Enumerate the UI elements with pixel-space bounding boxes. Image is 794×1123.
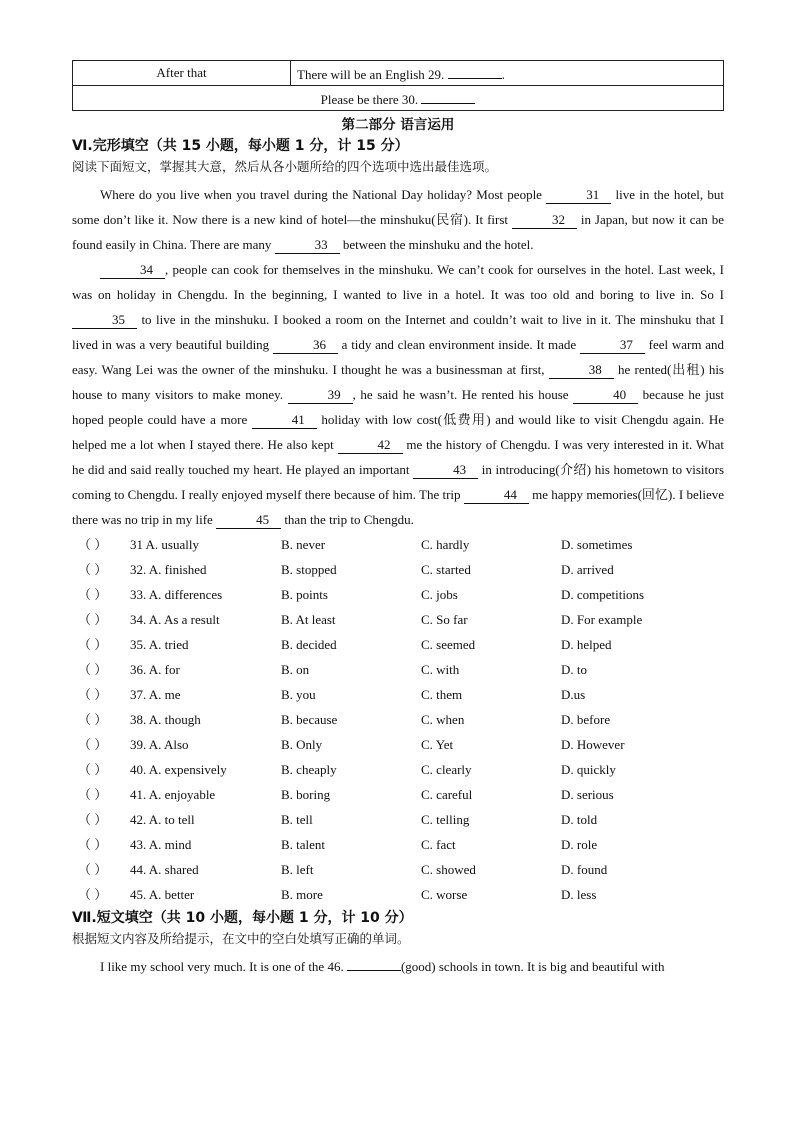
answer-blank-29[interactable]	[448, 64, 502, 79]
option-b[interactable]: B. decided	[281, 637, 337, 652]
option-b[interactable]: B. never	[281, 537, 326, 552]
option-a[interactable]: 43. A. mind	[130, 837, 192, 852]
option-d[interactable]: D. before	[561, 712, 611, 727]
option-b[interactable]: B. you	[281, 687, 316, 702]
option-a[interactable]: 31 A. usually	[130, 537, 199, 552]
passage-text: between the minshuku and the hotel.	[339, 237, 534, 252]
option-d[interactable]: D. However	[561, 737, 625, 752]
cloze-blank-38[interactable]: 38	[549, 362, 614, 379]
question-row	[72, 757, 724, 782]
passage-text: a tidy and clean environment inside. It made	[337, 337, 580, 352]
fill-text-before: I like my school very much. It is one of the 46.	[100, 959, 347, 974]
cloze-heading: Ⅵ.完形填空（共 15 小题，每小题 1 分，计 15 分）	[72, 138, 409, 154]
option-c[interactable]: C. when	[421, 712, 465, 727]
cell-text: Please be there 30.	[320, 91, 419, 107]
question-row	[72, 807, 724, 832]
option-b[interactable]: B. At least	[281, 612, 336, 627]
passage-text: , he said he wasn’t. He rented his house	[352, 387, 574, 402]
answer-bracket[interactable]: （ ）	[78, 712, 108, 727]
passage-text: to live in the minshuku. I booked a room on the Internet and couldn’t wait to live in it. The minshuku that I lived in was a very beautiful building	[72, 312, 724, 352]
answer-bracket[interactable]: （ ）	[78, 612, 108, 627]
option-a[interactable]: 45. A. better	[130, 887, 195, 902]
option-b[interactable]: B. Only	[281, 737, 323, 752]
passage-text: live in the hotel, but some don’t like it. Now there is a new kind of hotel—the minshuku(民宿). It first	[72, 187, 724, 227]
answer-blank-30[interactable]	[421, 89, 475, 104]
option-a[interactable]: 35. A. tried	[130, 637, 189, 652]
cloze-blank-43[interactable]: 43	[413, 462, 478, 479]
passage-text: than the trip to Chengdu.	[281, 512, 414, 527]
option-a[interactable]: 34. A. As a result	[130, 612, 220, 627]
cloze-blank-41[interactable]: 41	[252, 412, 317, 429]
question-row	[72, 657, 724, 682]
passage-text: in Japan, but now it can be found easily in China. There are many	[72, 212, 724, 252]
option-c[interactable]: C. So far	[421, 612, 468, 627]
option-d[interactable]: D. less	[561, 887, 597, 902]
passage-paragraph-1	[72, 182, 724, 257]
option-a[interactable]: 44. A. shared	[130, 862, 199, 877]
option-c[interactable]: C. them	[421, 687, 463, 702]
cloze-passage	[72, 182, 724, 532]
fill-heading: Ⅶ.短文填空（共 10 小题，每小题 1 分，计 10 分）	[72, 910, 413, 926]
fill-instruction: 根据短文内容及所给提示，在文中的空白处填写正确的单词。	[72, 931, 410, 946]
answer-bracket[interactable]: （ ）	[78, 762, 108, 777]
table-cell-full	[73, 86, 724, 111]
question-row	[72, 532, 724, 557]
answer-bracket[interactable]: （ ）	[78, 662, 108, 677]
option-d[interactable]: D. role	[561, 837, 598, 852]
passage-text: in introducing(介绍) his hometown to visitors coming to Chengdu. I really enjoyed myself there because of him. The trip	[72, 462, 725, 502]
passage-text: me the history of Chengdu. I was very interested in it. What he did and said really touched my heart. He played an important	[72, 437, 725, 477]
option-d[interactable]: D. competitions	[561, 587, 645, 602]
option-a[interactable]: 37. A. me	[130, 687, 181, 702]
option-d[interactable]: D. to	[561, 662, 587, 677]
question-row	[72, 682, 724, 707]
answer-bracket[interactable]: （ ）	[78, 737, 108, 752]
cloze-blank-34[interactable]: 34	[100, 262, 165, 279]
cloze-blank-39[interactable]: 39	[288, 387, 353, 404]
passage-text: because he just hoped people could have a more	[72, 387, 724, 427]
option-d[interactable]: D. serious	[561, 787, 614, 802]
question-row	[72, 882, 724, 907]
cloze-blank-31[interactable]: 31	[546, 187, 611, 204]
answer-bracket[interactable]: （ ）	[78, 812, 108, 827]
option-b[interactable]: B. points	[281, 587, 328, 602]
option-d[interactable]: D. told	[561, 812, 598, 827]
option-a[interactable]: 32. A. finished	[130, 562, 207, 577]
option-c[interactable]: C. Yet	[421, 737, 454, 752]
option-b[interactable]: B. tell	[281, 812, 313, 827]
option-c[interactable]: C. hardly	[421, 537, 470, 552]
option-b[interactable]: B. on	[281, 662, 310, 677]
option-d[interactable]: D. sometimes	[561, 537, 633, 552]
option-b[interactable]: B. cheaply	[281, 762, 337, 777]
table-cell-content	[291, 61, 724, 86]
option-b[interactable]: B. boring	[281, 787, 331, 802]
cloze-blank-37[interactable]: 37	[580, 337, 645, 354]
cloze-blank-36[interactable]: 36	[273, 337, 338, 354]
question-row	[72, 732, 724, 757]
option-c[interactable]: C. clearly	[421, 762, 472, 777]
table-row	[73, 86, 724, 111]
option-b[interactable]: B. stopped	[281, 562, 337, 577]
table-row	[73, 61, 724, 86]
question-row	[72, 632, 724, 657]
answer-bracket[interactable]: （ ）	[78, 687, 108, 702]
option-b[interactable]: B. left	[281, 862, 314, 877]
cell-text-suffix: .	[501, 66, 505, 82]
option-c[interactable]: C. seemed	[421, 637, 476, 652]
option-c[interactable]: C. worse	[421, 887, 468, 902]
cloze-blank-40[interactable]: 40	[573, 387, 638, 404]
answer-bracket[interactable]: （ ）	[78, 562, 108, 577]
passage-paragraph-2	[72, 257, 724, 532]
option-c[interactable]: C. fact	[421, 837, 456, 852]
option-a[interactable]: 36. A. for	[130, 662, 180, 677]
option-c[interactable]: C. careful	[421, 787, 473, 802]
option-b[interactable]: B. more	[281, 887, 323, 902]
answer-bracket[interactable]: （ ）	[78, 787, 108, 802]
option-a[interactable]: 41. A. enjoyable	[130, 787, 216, 802]
answer-bracket[interactable]: （ ）	[78, 637, 108, 652]
question-row	[72, 557, 724, 582]
cloze-blank-33[interactable]: 33	[275, 237, 340, 254]
passage-text: me happy memories(回忆). I believe there was no trip in my life	[72, 487, 724, 527]
option-a[interactable]: 33. A. differences	[130, 587, 223, 602]
option-b[interactable]: B. because	[281, 712, 338, 727]
option-c[interactable]: C. jobs	[421, 587, 458, 602]
passage-text: Where do you live when you travel during the National Day holiday? Most people	[100, 187, 547, 202]
answer-bracket[interactable]: （ ）	[78, 862, 108, 877]
option-d[interactable]: D. For example	[561, 612, 643, 627]
option-a[interactable]: 42. A. to tell	[130, 812, 195, 827]
passage-text: feel warm and easy. Wang Lei was the owner of the minshuku. I thought he was a businessman at first,	[72, 337, 724, 377]
passage-text: , people can cook for themselves in the minshuku. We can’t cook for ourselves in the hotel. Last week, I was on holiday in Chengdu. In the beginning, I wanted to live in a hotel. It was too old and boring to live in. So I	[72, 262, 724, 302]
cloze-blank-45[interactable]: 45	[216, 512, 281, 529]
option-c[interactable]: C. started	[421, 562, 471, 577]
cloze-blank-35[interactable]: 35	[72, 312, 137, 329]
option-c[interactable]: C. showed	[421, 862, 476, 877]
cloze-blank-44[interactable]: 44	[464, 487, 529, 504]
cloze-instruction: 阅读下面短文，掌握其大意，然后从各小题所给的四个选项中选出最佳选项。	[72, 159, 498, 174]
question-row	[72, 782, 724, 807]
option-a[interactable]: 38. A. though	[130, 712, 201, 727]
answer-bracket[interactable]: （ ）	[78, 537, 108, 552]
option-d[interactable]: D. found	[561, 862, 608, 877]
question-row	[72, 582, 724, 607]
option-b[interactable]: B. talent	[281, 837, 326, 852]
fill-text-after: (good) schools in town. It is big and beautiful with	[400, 959, 665, 974]
table-cell-label: After that	[73, 61, 291, 86]
notice-table	[72, 60, 724, 111]
cloze-blank-42[interactable]: 42	[338, 437, 403, 454]
answer-bracket[interactable]: （ ）	[78, 587, 108, 602]
answer-bracket[interactable]: （ ）	[78, 887, 108, 902]
option-d[interactable]: D. helped	[561, 637, 612, 652]
answer-bracket[interactable]: （ ）	[78, 837, 108, 852]
exam-page	[72, 60, 724, 979]
question-row	[72, 707, 724, 732]
answer-blank-46[interactable]	[347, 956, 401, 971]
question-options	[72, 532, 724, 907]
passage-text: he rented(出租) his house to many visitors to make money.	[72, 362, 724, 402]
question-row	[72, 832, 724, 857]
cell-text: There will be an English 29.	[297, 66, 445, 82]
option-d[interactable]: D. arrived	[561, 562, 614, 577]
option-c[interactable]: C. telling	[421, 812, 470, 827]
option-d[interactable]: D. quickly	[561, 762, 616, 777]
cloze-blank-32[interactable]: 32	[512, 212, 577, 229]
question-row	[72, 857, 724, 882]
option-a[interactable]: 39. A. Also	[130, 737, 189, 752]
option-a[interactable]: 40. A. expensively	[130, 762, 227, 777]
question-row	[72, 607, 724, 632]
fill-passage	[72, 954, 724, 979]
passage-text: holiday with low cost(低费用) and would like to visit Chengdu again. He helped me a lot when I stayed there. He also kept	[72, 412, 724, 452]
option-d[interactable]: D.us	[561, 687, 586, 702]
part-title: 第二部分 语言运用	[341, 117, 455, 133]
option-c[interactable]: C. with	[421, 662, 460, 677]
